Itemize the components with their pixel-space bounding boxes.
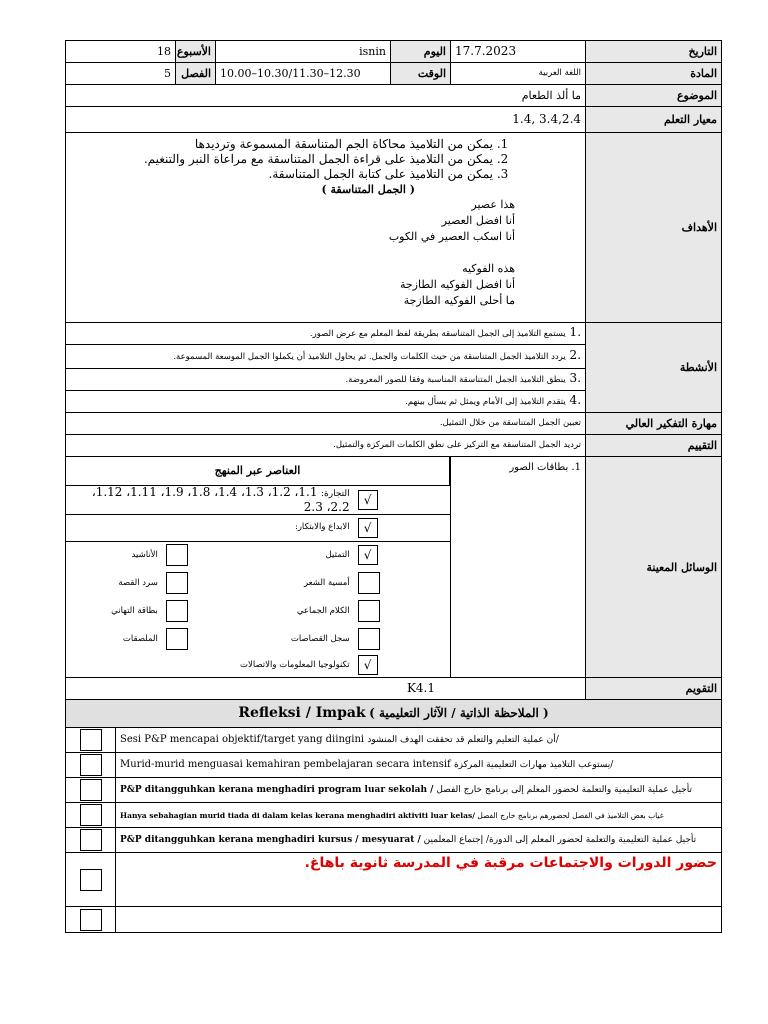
reflection-ms: Sesi P&P mencapai objektif/target yang diingini bbox=[120, 734, 365, 745]
date-value: 17.7.2023 bbox=[451, 41, 586, 63]
greeting-label: بطاقة التهاني bbox=[111, 605, 158, 616]
activities-label: الأنشطة bbox=[586, 323, 722, 413]
standard-label: معيار التعلم bbox=[586, 107, 722, 133]
topic-value: ما ألذ الطعام bbox=[66, 85, 586, 107]
reflection-row bbox=[116, 803, 722, 828]
story-cell bbox=[66, 569, 162, 597]
clippings-cell bbox=[258, 625, 354, 653]
activity-number: .4 bbox=[565, 393, 582, 407]
subject-label: المادة bbox=[586, 63, 722, 85]
cross-curricular-cell bbox=[66, 457, 451, 678]
songs-box-cell bbox=[162, 541, 258, 569]
aids-value: 1. بطاقات الصور bbox=[451, 457, 586, 678]
reflection-ar: يستوعب التلاميذ مهارات التعليمية المركزة/ bbox=[453, 760, 614, 770]
posters-cell bbox=[66, 625, 162, 653]
time-value: 10.00–10.30/11.30–12.30 bbox=[216, 63, 391, 85]
standard-value: 3.4,2.4 ,1.4 bbox=[66, 107, 586, 133]
clippings-box-cell bbox=[354, 625, 450, 653]
hots-label: مهارة التفكير العالي bbox=[586, 413, 722, 435]
reflection-box-cell bbox=[66, 853, 116, 907]
class-label: الفصل bbox=[176, 63, 216, 85]
reflection-box-cell bbox=[66, 828, 116, 853]
reflection-box-cell bbox=[66, 728, 116, 753]
activity-row bbox=[66, 345, 586, 369]
story-box-cell bbox=[162, 569, 258, 597]
activity-row bbox=[66, 391, 586, 413]
class-value: 5 bbox=[66, 63, 176, 85]
objective-line: أنا اسكب العصير في الكوب bbox=[388, 230, 516, 243]
objective-line: ما أحلى الفوكيه الطازجة bbox=[403, 294, 516, 307]
songs-label: الأناشيد bbox=[131, 549, 158, 560]
story-label: سرد القصة bbox=[118, 577, 158, 588]
reflection-row bbox=[116, 753, 722, 778]
reflection-title-ms: Refleksi / Impak bbox=[238, 705, 366, 721]
reflection-ms: P&P ditangguhkan kerana menghadiri kursus / mesyuarat / bbox=[120, 834, 421, 845]
reflection-title bbox=[66, 700, 722, 728]
activity-row bbox=[66, 369, 586, 391]
ict-label: تكنولوجيا المعلومات والاتصالات bbox=[240, 659, 350, 670]
poetry-box-cell bbox=[354, 569, 450, 597]
ict-checkbox[interactable]: √ bbox=[358, 655, 378, 675]
reflection-box-cell bbox=[66, 778, 116, 803]
activity-number: .2 bbox=[565, 348, 582, 362]
songs-checkbox[interactable] bbox=[166, 544, 188, 566]
reflection-checkbox[interactable] bbox=[80, 779, 102, 801]
reflection-title-ar: ( الملاحظة الذاتية / الآثار التعليمية ) bbox=[369, 706, 549, 720]
objective-item: 3. يمكن من التلاميذ على كتابة الجمل المتناسقة. bbox=[70, 167, 493, 182]
reflection-ms: Hanya sebahagian murid tiada di dalam kelas kerana menghadiri aktiviti luar kelas/ bbox=[120, 810, 475, 820]
reflection-row bbox=[116, 728, 722, 753]
reflection-checkbox[interactable] bbox=[80, 729, 102, 751]
reflection-ar: تأجيل عملية التعليمية والتعلمة لحضور المعلم إلى برنامج خارج الفصل bbox=[436, 784, 692, 795]
trade-checkbox[interactable]: √ bbox=[358, 490, 378, 510]
cross-title: العناصر عبر المنهج bbox=[66, 457, 450, 485]
week-label: الأسبوع bbox=[176, 41, 216, 63]
objective-line: هذا عصير bbox=[471, 198, 516, 211]
creativity-check-cell bbox=[354, 514, 450, 541]
reflection-checkbox[interactable] bbox=[80, 804, 102, 826]
reflection-empty bbox=[116, 907, 722, 933]
greeting-cell bbox=[66, 597, 162, 625]
evaluation-label: التقويم bbox=[586, 678, 722, 700]
poetry-cell bbox=[258, 569, 354, 597]
group-talk-label: الكلام الجماعي bbox=[296, 605, 350, 616]
objective-line bbox=[70, 245, 515, 261]
objectives-label: الأهداف bbox=[586, 133, 722, 323]
lesson-plan-table bbox=[65, 40, 722, 933]
activity-text: يستمع التلاميذ إلى الجمل المتناسقة بطريقة لفظ المعلم مع عرض الصور. bbox=[309, 329, 566, 339]
objectives-list bbox=[70, 137, 515, 182]
reflection-checkbox[interactable] bbox=[80, 909, 102, 931]
objective-item: 2. يمكن من التلاميذ على قراءة الجمل المتناسقة مع مراعاة النبر والتنغيم. bbox=[70, 152, 493, 167]
objectives-heading: ( الجمل المتناسقة ) bbox=[321, 183, 416, 196]
poetry-label: أمسية الشعر bbox=[303, 577, 350, 588]
acting-cell bbox=[258, 541, 354, 569]
trade-check-cell bbox=[354, 485, 450, 514]
acting-checkbox[interactable]: √ bbox=[358, 545, 378, 565]
objectives-lines bbox=[70, 197, 515, 309]
posters-label: الملصقات bbox=[122, 633, 158, 644]
reflection-box-cell bbox=[66, 907, 116, 933]
reflection-box-cell bbox=[66, 753, 116, 778]
group-talk-box-cell bbox=[354, 597, 450, 625]
reflection-checkbox[interactable] bbox=[80, 869, 102, 891]
trade-row bbox=[66, 485, 354, 514]
aids-label: الوسائل المعينة bbox=[586, 457, 722, 678]
activity-row bbox=[66, 323, 586, 345]
activity-number: .1 bbox=[565, 325, 582, 339]
hots-value: تعبين الجمل المتناسقة من خلال التمثيل. bbox=[66, 413, 586, 435]
objective-line: هذه الفوكيه bbox=[462, 262, 516, 275]
objective-line: أنا افضل العصير bbox=[441, 214, 516, 227]
assessment-value: ترديد الجمل المتناسقة مع التركيز على نطق الكلمات المركزة والتمثيل. bbox=[66, 435, 586, 457]
group-talk-checkbox[interactable] bbox=[358, 600, 380, 622]
reflection-ar: تأجيل عملية التعليمية والتعلمة لحضور المعلم إلى الدورة/ إجتماع المعلمين bbox=[423, 834, 697, 845]
poetry-checkbox[interactable] bbox=[358, 572, 380, 594]
activity-number: .3 bbox=[565, 371, 582, 385]
subject-value: اللغة العربية bbox=[451, 63, 586, 85]
topic-label: الموضوع bbox=[586, 85, 722, 107]
posters-checkbox[interactable] bbox=[166, 628, 188, 650]
reflection-box-cell bbox=[66, 803, 116, 828]
greeting-checkbox[interactable] bbox=[166, 600, 188, 622]
reflection-ms: P&P ditangguhkan kerana menghadiri program luar sekolah / bbox=[120, 784, 434, 795]
posters-box-cell bbox=[162, 625, 258, 653]
cross-curricular-table bbox=[66, 457, 450, 677]
assessment-label: التقييم bbox=[586, 435, 722, 457]
creativity-label: الابداع والابتكار: bbox=[66, 514, 354, 541]
reflection-note: حضور الدورات والاجتماعات مرقبة في المدرسة ثانوية باهاغ. bbox=[116, 853, 722, 907]
clippings-checkbox[interactable] bbox=[358, 628, 380, 650]
day-label: اليوم bbox=[391, 41, 451, 63]
week-value: 18 bbox=[66, 41, 176, 63]
trade-label: التجارة: bbox=[321, 488, 350, 499]
acting-box-cell bbox=[354, 541, 450, 569]
reflection-checkbox[interactable] bbox=[80, 829, 102, 851]
ict-box-cell bbox=[354, 653, 450, 677]
greeting-box-cell bbox=[162, 597, 258, 625]
date-label: التاريخ bbox=[586, 41, 722, 63]
reflection-row bbox=[116, 828, 722, 853]
clippings-label: سجل القصاصات bbox=[290, 633, 350, 644]
reflection-ar: أن عملية التعليم والتعلم قد تحققت الهدف المنشود/ bbox=[367, 735, 559, 745]
activity-text: يردد التلاميذ الجمل المتناسقة من حيث الكلمات والجمل. ثم يحاول التلاميذ أن يكملوا الجمل الموسعة المسموعة. bbox=[173, 352, 566, 362]
objectives-content bbox=[66, 133, 586, 323]
activity-text: يتقدم التلاميذ إلى الأمام ويمثل ثم يسأل بينهم. bbox=[405, 397, 566, 407]
acting-label: التمثيل bbox=[325, 549, 350, 560]
objective-line: أنا افضل الفوكيه الطازجة bbox=[399, 278, 516, 291]
objective-item: 1. يمكن من التلاميذ محاكاة الجم المتناسقة المسموعة وترديدها bbox=[70, 137, 493, 152]
creativity-checkbox[interactable]: √ bbox=[358, 518, 378, 538]
activity-text: ينطق التلاميذ الجمل المتناسقة المناسبة وفقا للصور المعروضة. bbox=[345, 375, 566, 385]
group-talk-cell bbox=[258, 597, 354, 625]
lesson-plan-page bbox=[65, 40, 721, 933]
reflection-checkbox[interactable] bbox=[80, 754, 102, 776]
trade-value: 1.1، 1.2، 1.3، 1.4، 1.8، 1.9، 1.11، 1.12، 2.2، 2.3 bbox=[91, 484, 350, 514]
day-value: isnin bbox=[216, 41, 391, 63]
songs-cell bbox=[66, 541, 162, 569]
reflection-ms: Murid-murid menguasai kemahiran pembelajaran secara intensif bbox=[120, 759, 451, 770]
reflection-ar: غياب بعض التلاميذ في الفصل لحضورهم برنامج خارج الفصل bbox=[477, 810, 664, 820]
reflection-row bbox=[116, 778, 722, 803]
time-label: الوقت bbox=[391, 63, 451, 85]
evaluation-value: K4.1 bbox=[66, 678, 586, 700]
story-checkbox[interactable] bbox=[166, 572, 188, 594]
